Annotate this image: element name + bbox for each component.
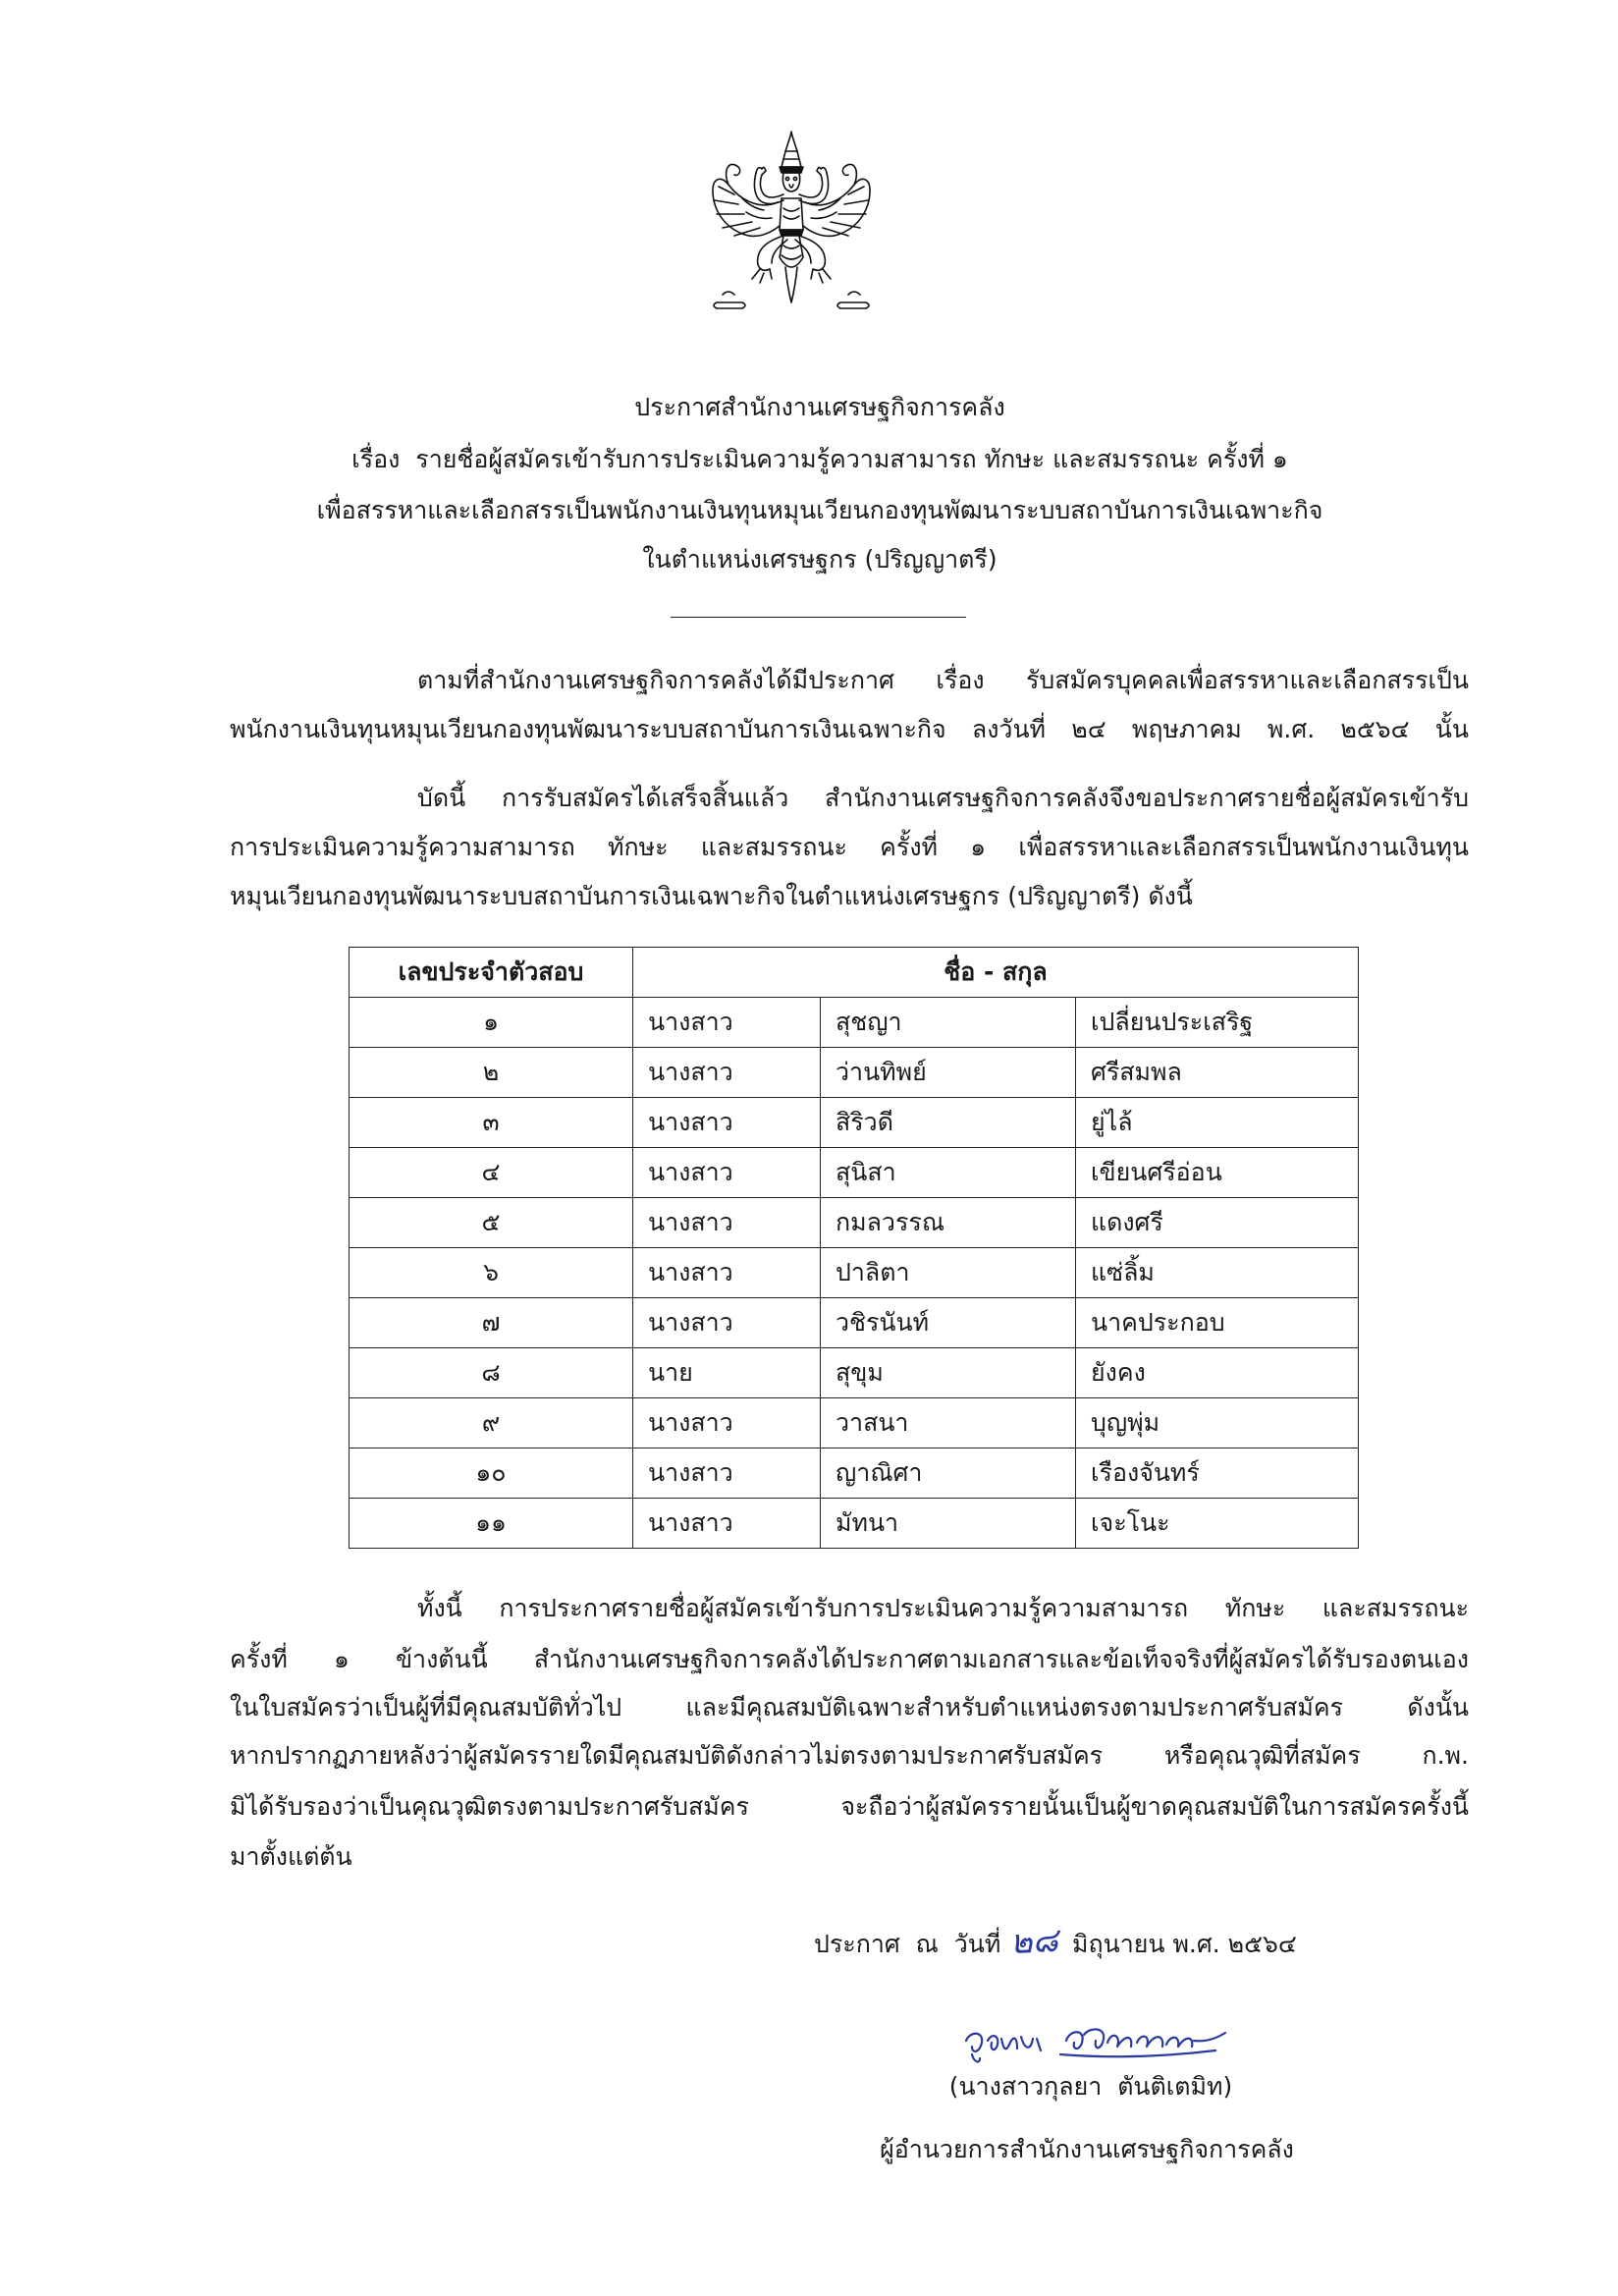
signatory-name: (นางสาวกุลยา ตันติเตมิท) [948, 2072, 1233, 2101]
name-header: ชื่อ - สกุล [633, 948, 1359, 998]
paragraph-line: หากปรากฏภายหลังว่าผู้สมัครรายใดมีคุณสมบัติดังกล่าวไม่ตรงตามประกาศรับสมัคร หรือคุณวุฒิที่สมัคร ก.พ. [230, 1741, 1469, 1770]
handwritten-day: ๒๘ [1009, 1920, 1060, 1963]
exam-id-cell: ๑๑ [350, 1499, 633, 1549]
first-name-cell: สิริวดี [821, 1098, 1076, 1148]
name-title-cell: นางสาว [633, 1048, 821, 1098]
table-row [350, 1348, 1359, 1398]
paragraph-line: ครั้งที่ ๑ ข้างต้นนี้ สำนักงานเศรษฐกิจการคลังได้ประกาศตามเอกสารและข้อเท็จจริงที่ผู้สมัครได้รับรองตนเอง [230, 1645, 1469, 1673]
paragraph-line: มิได้รับรองว่าเป็นคุณวุฒิตรงตามประกาศรับสมัคร จะถือว่าผู้สมัครรายนั้นเป็นผู้ขาดคุณสมบัติในการสมัครครั้งนี้ [230, 1792, 1469, 1821]
table-row [350, 998, 1359, 1048]
table-row [350, 1198, 1359, 1248]
table-header-row [350, 948, 1359, 998]
name-title-cell: นางสาว [633, 1449, 821, 1499]
paragraph-line: มาตั้งแต่ต้น [230, 1842, 352, 1871]
last-name-cell: ยู่ไล้ [1076, 1098, 1359, 1148]
exam-id-cell: ๖ [350, 1248, 633, 1298]
emblem-right-half [795, 164, 870, 308]
exam-id-cell: ๗ [350, 1298, 633, 1348]
first-name-cell: กมลวรรณ [821, 1198, 1076, 1248]
last-name-cell: แดงศรี [1076, 1198, 1359, 1248]
date-suffix: มิถุนายน พ.ศ. ๒๕๖๔ [1072, 1930, 1297, 1958]
name-title-cell: นางสาว [633, 1499, 821, 1549]
announcement-title: ประกาศสำนักงานเศรษฐกิจการคลัง [634, 393, 1005, 421]
name-title-cell: นางสาว [633, 1098, 821, 1148]
last-name-cell: ยังคง [1076, 1348, 1359, 1398]
last-name-cell: เจะโนะ [1076, 1499, 1359, 1549]
table-row [350, 1298, 1359, 1348]
candidate-table [349, 947, 1359, 1549]
exam-id-header: เลขประจำตัวสอบ [350, 948, 633, 998]
paragraph-line: ตามที่สำนักงานเศรษฐกิจการคลังได้มีประกาศ เรื่อง รับสมัครบุคคลเพื่อสรรหาและเลือกสรรเป็น [417, 666, 1469, 694]
name-title-cell: นางสาว [633, 1198, 821, 1248]
exam-id-cell: ๓ [350, 1098, 633, 1148]
table-row [350, 1499, 1359, 1549]
title-divider [671, 617, 966, 618]
last-name-cell: ศรีสมพล [1076, 1048, 1359, 1098]
subject-line: ในตำแหน่งเศรษฐกร (ปริญญาตรี) [642, 545, 998, 574]
paragraph-line: หมุนเวียนกองทุนพัฒนาระบบสถาบันการเงินเฉพาะกิจในตำแหน่งเศรษฐกร (ปริญญาตรี) ดังนี้ [230, 882, 1193, 910]
announcement-date [814, 1920, 1297, 1963]
table-row [350, 1449, 1359, 1499]
subject-line: เพื่อสรรหาและเลือกสรรเป็นพนักงานเงินทุนหมุนเวียนกองทุนพัฒนาระบบสถาบันการเงินเฉพาะกิจ [316, 496, 1323, 524]
first-name-cell: ญาณิศา [821, 1449, 1076, 1499]
first-name-cell: ปาลิตา [821, 1248, 1076, 1298]
signatory-position: ผู้อำนวยการสำนักงานเศรษฐกิจการคลัง [880, 2135, 1294, 2163]
emblem-center [780, 132, 803, 302]
table-row [350, 1248, 1359, 1298]
table-row [350, 1148, 1359, 1198]
signature [958, 2021, 1233, 2068]
date-prefix: ประกาศ ณ วันที่ [814, 1930, 1001, 1958]
first-name-cell: สุชญา [821, 998, 1076, 1048]
first-name-cell: สุนิสา [821, 1148, 1076, 1198]
last-name-cell: บุญพุ่ม [1076, 1398, 1359, 1449]
paragraph-line: พนักงานเงินทุนหมุนเวียนกองทุนพัฒนาระบบสถาบันการเงินเฉพาะกิจ ลงวันที่ ๒๔ พฤษภาคม พ.ศ. ๒๕๖๔ นั้น [230, 715, 1469, 743]
exam-id-cell: ๒ [350, 1048, 633, 1098]
first-name-cell: มัทนา [821, 1499, 1076, 1549]
emblem-left-half [713, 164, 787, 308]
exam-id-cell: ๔ [350, 1148, 633, 1198]
first-name-cell: วาสนา [821, 1398, 1076, 1449]
paragraph-line: บัดนี้ การรับสมัครได้เสร็จสิ้นแล้ว สำนักงานเศรษฐกิจการคลังจึงขอประกาศรายชื่อผู้สมัครเข้ารับ [417, 784, 1469, 812]
last-name-cell: เขียนศรีอ่อน [1076, 1148, 1359, 1198]
exam-id-cell: ๘ [350, 1348, 633, 1398]
table-row [350, 1398, 1359, 1449]
name-title-cell: นางสาว [633, 1148, 821, 1198]
exam-id-cell: ๑ [350, 998, 633, 1048]
exam-id-cell: ๕ [350, 1198, 633, 1248]
last-name-cell: เรืองจันทร์ [1076, 1449, 1359, 1499]
garuda-emblem [703, 130, 880, 316]
exam-id-cell: ๑๐ [350, 1449, 633, 1499]
first-name-cell: สุขุม [821, 1348, 1076, 1398]
last-name-cell: แซ่ลิ้ม [1076, 1248, 1359, 1298]
name-title-cell: นาย [633, 1348, 821, 1398]
name-title-cell: นางสาว [633, 1248, 821, 1298]
exam-id-cell: ๙ [350, 1398, 633, 1449]
name-title-cell: นางสาว [633, 998, 821, 1048]
last-name-cell: เปลี่ยนประเสริฐ [1076, 998, 1359, 1048]
table-row [350, 1048, 1359, 1098]
first-name-cell: ว่านทิพย์ [821, 1048, 1076, 1098]
last-name-cell: นาคประกอบ [1076, 1298, 1359, 1348]
subject-line: เรื่อง รายชื่อผู้สมัครเข้ารับการประเมินความรู้ความสามารถ ทักษะ และสมรรถนะ ครั้งที่ ๑ [351, 445, 1288, 473]
name-title-cell: นางสาว [633, 1398, 821, 1449]
name-title-cell: นางสาว [633, 1298, 821, 1348]
paragraph-line: การประเมินความรู้ความสามารถ ทักษะ และสมรรถนะ ครั้งที่ ๑ เพื่อสรรหาและเลือกสรรเป็นพนักงานเงินทุน [230, 833, 1469, 861]
first-name-cell: วชิรนันท์ [821, 1298, 1076, 1348]
table-row [350, 1098, 1359, 1148]
paragraph-line: ทั้งนี้ การประกาศรายชื่อผู้สมัครเข้ารับการประเมินความรู้ความสามารถ ทักษะ และสมรรถนะ [417, 1594, 1469, 1622]
paragraph-line: ในใบสมัครว่าเป็นผู้ที่มีคุณสมบัติทั่วไป และมีคุณสมบัติเฉพาะสำหรับตำแหน่งตรงตามประกาศรับสมัคร ดังนั้น [230, 1693, 1469, 1722]
